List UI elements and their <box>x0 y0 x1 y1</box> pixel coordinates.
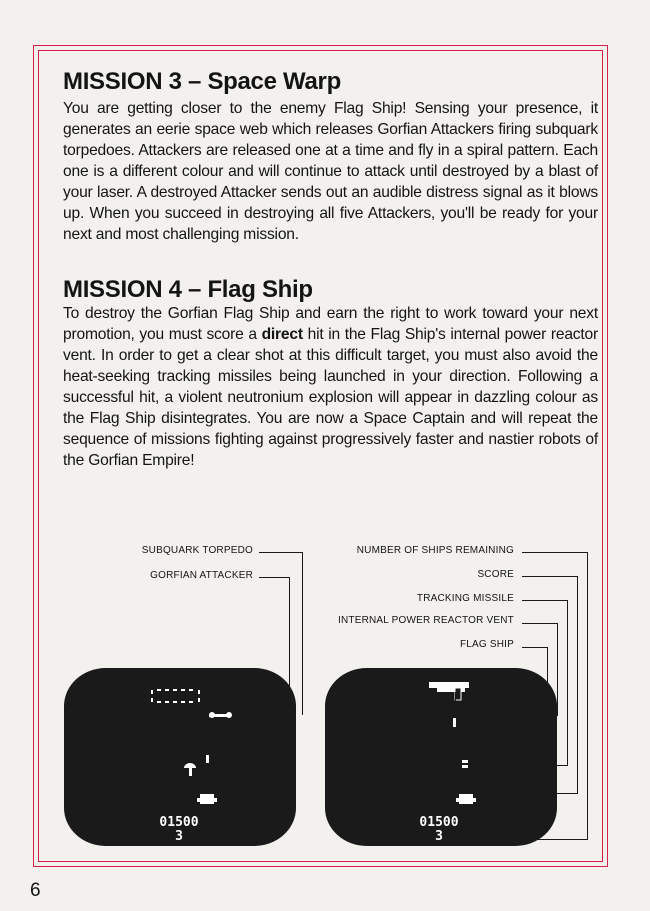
mission4-heading: MISSION 4 – Flag Ship <box>63 276 313 303</box>
page-number: 6 <box>30 880 41 901</box>
leader-line <box>472 765 568 766</box>
mission3-heading: MISSION 3 – Space Warp <box>63 68 341 95</box>
label-subquark-torpedo: SUBQUARK TORPEDO <box>141 545 253 556</box>
score-readout-left: 01500 3 <box>159 815 199 844</box>
label-flag-ship: FLAG SHIP <box>459 639 514 650</box>
leader-line <box>259 552 303 553</box>
leader-line <box>415 793 416 825</box>
leader-line <box>567 600 568 766</box>
leader-line <box>415 793 578 794</box>
leader-line <box>480 689 548 690</box>
leader-line <box>522 600 568 601</box>
score-readout-right: 01500 3 <box>419 815 459 844</box>
label-score: SCORE <box>477 569 514 580</box>
mission4-text: To destroy the Gorfian Flag Ship and earn the right to work toward your next promotion, you must score a direct hit in the Flag Ship's internal power reactor vent. In order to get a clear shot at this difficult target, you must also avoid the heat-seeking tracking missiles being launched in your direction. Following a successful hit, a violent neutronium explosion will appear in dazzling colour as the Flag Ship disintegrates. You are now a Space Captain and will repeat the sequence of missions fighting against progressively faster and nastier robots of the Gorfian Empire! <box>63 305 598 469</box>
leader-line <box>577 576 578 794</box>
mission3-text: You are getting closer to the enemy Flag Ship! Sensing your presence, it generates an eerie space web which releases Gorfian Attackers firing subquark torpedoes. Attackers are released one at a time and fly in a spiral pattern. Each one is a different colour and will continue to attack until destroyed by a blast of your laser. A destroyed Attacker sends out an audible distress signal as it blows up. When you succeed in destroying all five Attackers, you'll be ready for your next and most challenging mission. <box>63 100 598 243</box>
leader-line <box>522 647 548 648</box>
label-power-reactor-vent: INTERNAL POWER REACTOR VENT <box>338 615 514 626</box>
leader-line <box>547 647 548 690</box>
label-gorfian-attacker: GORFIAN ATTACKER <box>150 570 253 581</box>
leader-line <box>455 692 456 716</box>
leader-line <box>259 577 290 578</box>
label-ships-remaining: NUMBER OF SHIPS REMAINING <box>356 545 514 556</box>
leader-line <box>557 623 558 716</box>
leader-line <box>587 552 588 840</box>
leader-line <box>455 715 558 716</box>
label-tracking-missile: TRACKING MISSILE <box>416 593 514 604</box>
leader-line <box>522 576 578 577</box>
leader-line <box>522 552 588 553</box>
leader-line <box>450 839 588 840</box>
leader-line <box>522 623 558 624</box>
